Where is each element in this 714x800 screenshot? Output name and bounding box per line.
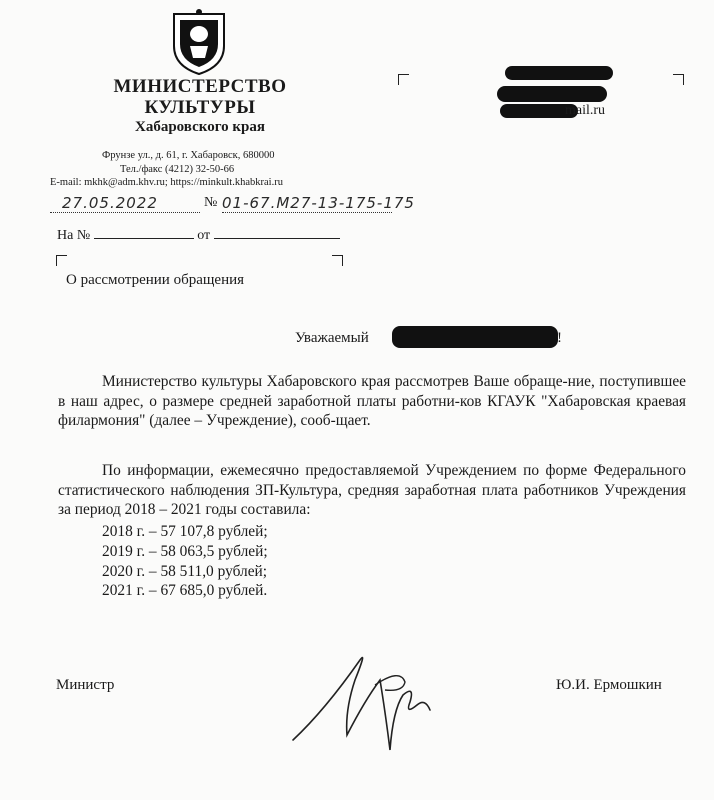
date-dotted-line	[50, 212, 200, 213]
salary-item: 2018 г. – 57 107,8 рублей;	[102, 523, 268, 540]
reply-reference-row	[57, 226, 340, 244]
ministry-title-line2: КУЛЬТУРЫ	[144, 97, 256, 118]
contacts: E-mail: mkhk@adm.khv.ru; https://minkult.khabkrai.ru	[50, 177, 283, 188]
letter-subject: О рассмотрении обращения	[66, 272, 245, 288]
body-paragraph-2: По информации, ежемесячно предоставляемой Учреждением по форме Федерального статистического наблюдения ЗП-Культура, средняя заработная плата работников Учреждения за период 2018 – 2021 годы составила:	[58, 462, 686, 518]
region-name: Хабаровского края	[135, 119, 265, 135]
phone-fax: Тел./факс (4212) 32-50-66	[120, 164, 235, 175]
recipient-email-suffix: mail.ru	[565, 103, 606, 118]
greeting-exclamation: !	[557, 330, 562, 346]
reply-number-line	[94, 226, 194, 239]
subject-corner-left	[56, 255, 67, 266]
address-corner-top-right	[673, 74, 684, 85]
number-dotted-line	[222, 212, 392, 213]
salary-list	[102, 522, 268, 601]
reply-na-label: На №	[57, 228, 91, 243]
ministry-title	[90, 76, 310, 118]
subject-corner-right	[332, 255, 343, 266]
salary-item: 2020 г. – 58 511,0 рублей;	[102, 562, 268, 580]
signer-name: Ю.И. Ермошкин	[556, 677, 662, 693]
salary-item: 2021 г. – 67 685,0 рублей.	[102, 582, 268, 600]
address-corner-top-left	[398, 74, 409, 85]
reply-date-line	[214, 226, 340, 239]
address: Фрунзе ул., д. 61, г. Хабаровск, 680000	[102, 150, 275, 161]
coat-of-arms-emblem	[168, 6, 230, 76]
number-label: №	[204, 195, 218, 210]
ministry-title-line1: МИНИСТЕРСТВО	[113, 76, 287, 97]
reply-ot-label: от	[197, 228, 211, 243]
letter-date: 27.05.2022	[62, 194, 158, 212]
letter-number: 01-67.М27-13-175-175	[222, 194, 415, 212]
redaction-recipient-address	[497, 86, 607, 102]
salary-item: 2019 г. – 58 063,5 рублей;	[102, 542, 268, 560]
redaction-addressee-name	[392, 326, 558, 348]
body-paragraph-1: Министерство культуры Хабаровского края рассмотрев Ваше обраще-ние, поступившее в наш адрес, о размере средней заработной платы работни-ков КГАУК "Хабаровская краевая филармония" (далее – Учреждение), сооб-щает.	[58, 373, 686, 429]
signer-position: Министр	[56, 677, 115, 693]
redaction-recipient-name	[505, 66, 613, 80]
greeting: Уважаемый	[295, 330, 369, 346]
handwritten-signature	[285, 640, 455, 760]
